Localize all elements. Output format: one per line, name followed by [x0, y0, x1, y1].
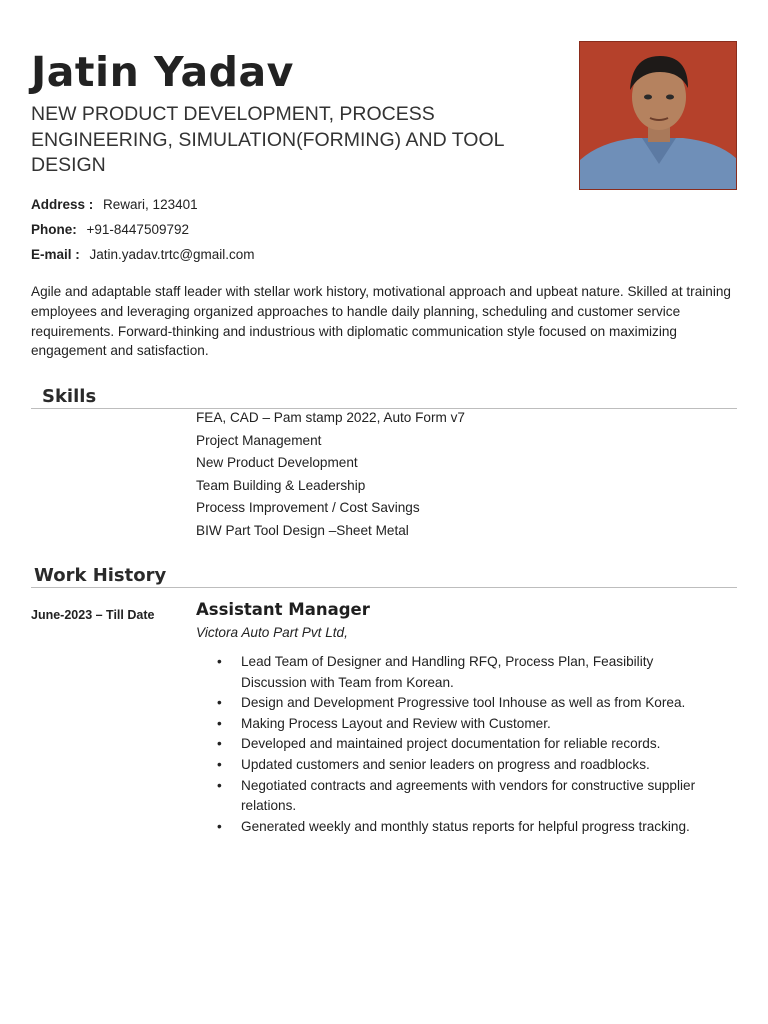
responsibility-text: Lead Team of Designer and Handling RFQ, Process Plan, Feasibility Discussion with Team from Korean. — [241, 654, 654, 690]
professional-headline: NEW PRODUCT DEVELOPMENT, PROCESS ENGINEERING, SIMULATION(FORMING) AND TOOL DESIGN — [31, 103, 504, 176]
job-dates: June-2023 – Till Date — [31, 608, 155, 622]
profile-photo — [579, 41, 737, 190]
bullet-icon: • — [217, 715, 222, 731]
skill-item: FEA, CAD – Pam stamp 2022, Auto Form v7 — [196, 410, 465, 425]
responsibility-text: Developed and maintained project documentation for reliable records. — [241, 736, 661, 752]
responsibility-text: Making Process Layout and Review with Customer. — [241, 715, 551, 731]
bullet-icon: • — [217, 777, 222, 793]
skill-item: Process Improvement / Cost Savings — [196, 500, 420, 516]
phone-value: +91-8447509792 — [86, 222, 189, 237]
contact-email — [31, 247, 255, 262]
responsibility-item — [217, 755, 717, 776]
address-label: Address : — [31, 197, 94, 212]
company-name: Victora Auto Part Pvt Ltd, — [196, 625, 348, 640]
bullet-icon: • — [217, 756, 222, 772]
bullet-icon: • — [217, 695, 222, 711]
work-history-heading: Work History — [34, 565, 167, 586]
responsibility-item — [217, 693, 717, 714]
phone-label: Phone: — [31, 222, 77, 237]
contact-phone — [31, 222, 189, 237]
candidate-name: Jatin Yadav — [31, 48, 294, 96]
work-history-divider — [31, 587, 737, 588]
skill-item: BIW Part Tool Design –Sheet Metal — [196, 522, 409, 538]
responsibility-text: Negotiated contracts and agreements with vendors for constructive supplier relations. — [241, 777, 696, 814]
responsibility-item — [217, 714, 717, 735]
professional-summary: Agile and adaptable staff leader with stellar work history, motivational approach and upbeat nature. Skilled at training employees and leveraging organized approaches to handle daily planning, scheduling and customer service requirements. Forward-thinking and industrious with diplomatic communication style focused on maximizing engagement and satisfaction. — [31, 284, 731, 359]
bullet-icon: • — [217, 654, 222, 669]
email-value: Jatin.yadav.trtc@gmail.com — [89, 247, 255, 262]
skill-item: New Product Development — [196, 455, 358, 471]
skills-list — [196, 408, 465, 544]
skill-item: Project Management — [196, 432, 322, 448]
address-value: Rewari, 123401 — [103, 197, 198, 212]
responsibility-item — [217, 734, 717, 755]
responsibility-text: Design and Development Progressive tool Inhouse as well as from Korea. — [241, 695, 686, 711]
responsibility-item — [217, 776, 717, 817]
skill-item: Team Building & Leadership — [196, 477, 366, 493]
responsibility-text: Generated weekly and monthly status reports for helpful progress tracking. — [241, 818, 690, 834]
responsibility-item — [217, 817, 717, 838]
responsibility-text: Updated customers and senior leaders on progress and roadblocks. — [241, 756, 650, 772]
skills-heading: Skills — [42, 386, 97, 407]
portrait-illustration — [580, 42, 737, 190]
responsibility-item — [217, 652, 717, 693]
job-title: Assistant Manager — [196, 600, 370, 619]
email-label: E-mail : — [31, 247, 80, 262]
contact-address — [31, 197, 198, 212]
bullet-icon: • — [217, 818, 222, 834]
job-responsibilities — [217, 652, 717, 837]
bullet-icon: • — [217, 736, 222, 752]
